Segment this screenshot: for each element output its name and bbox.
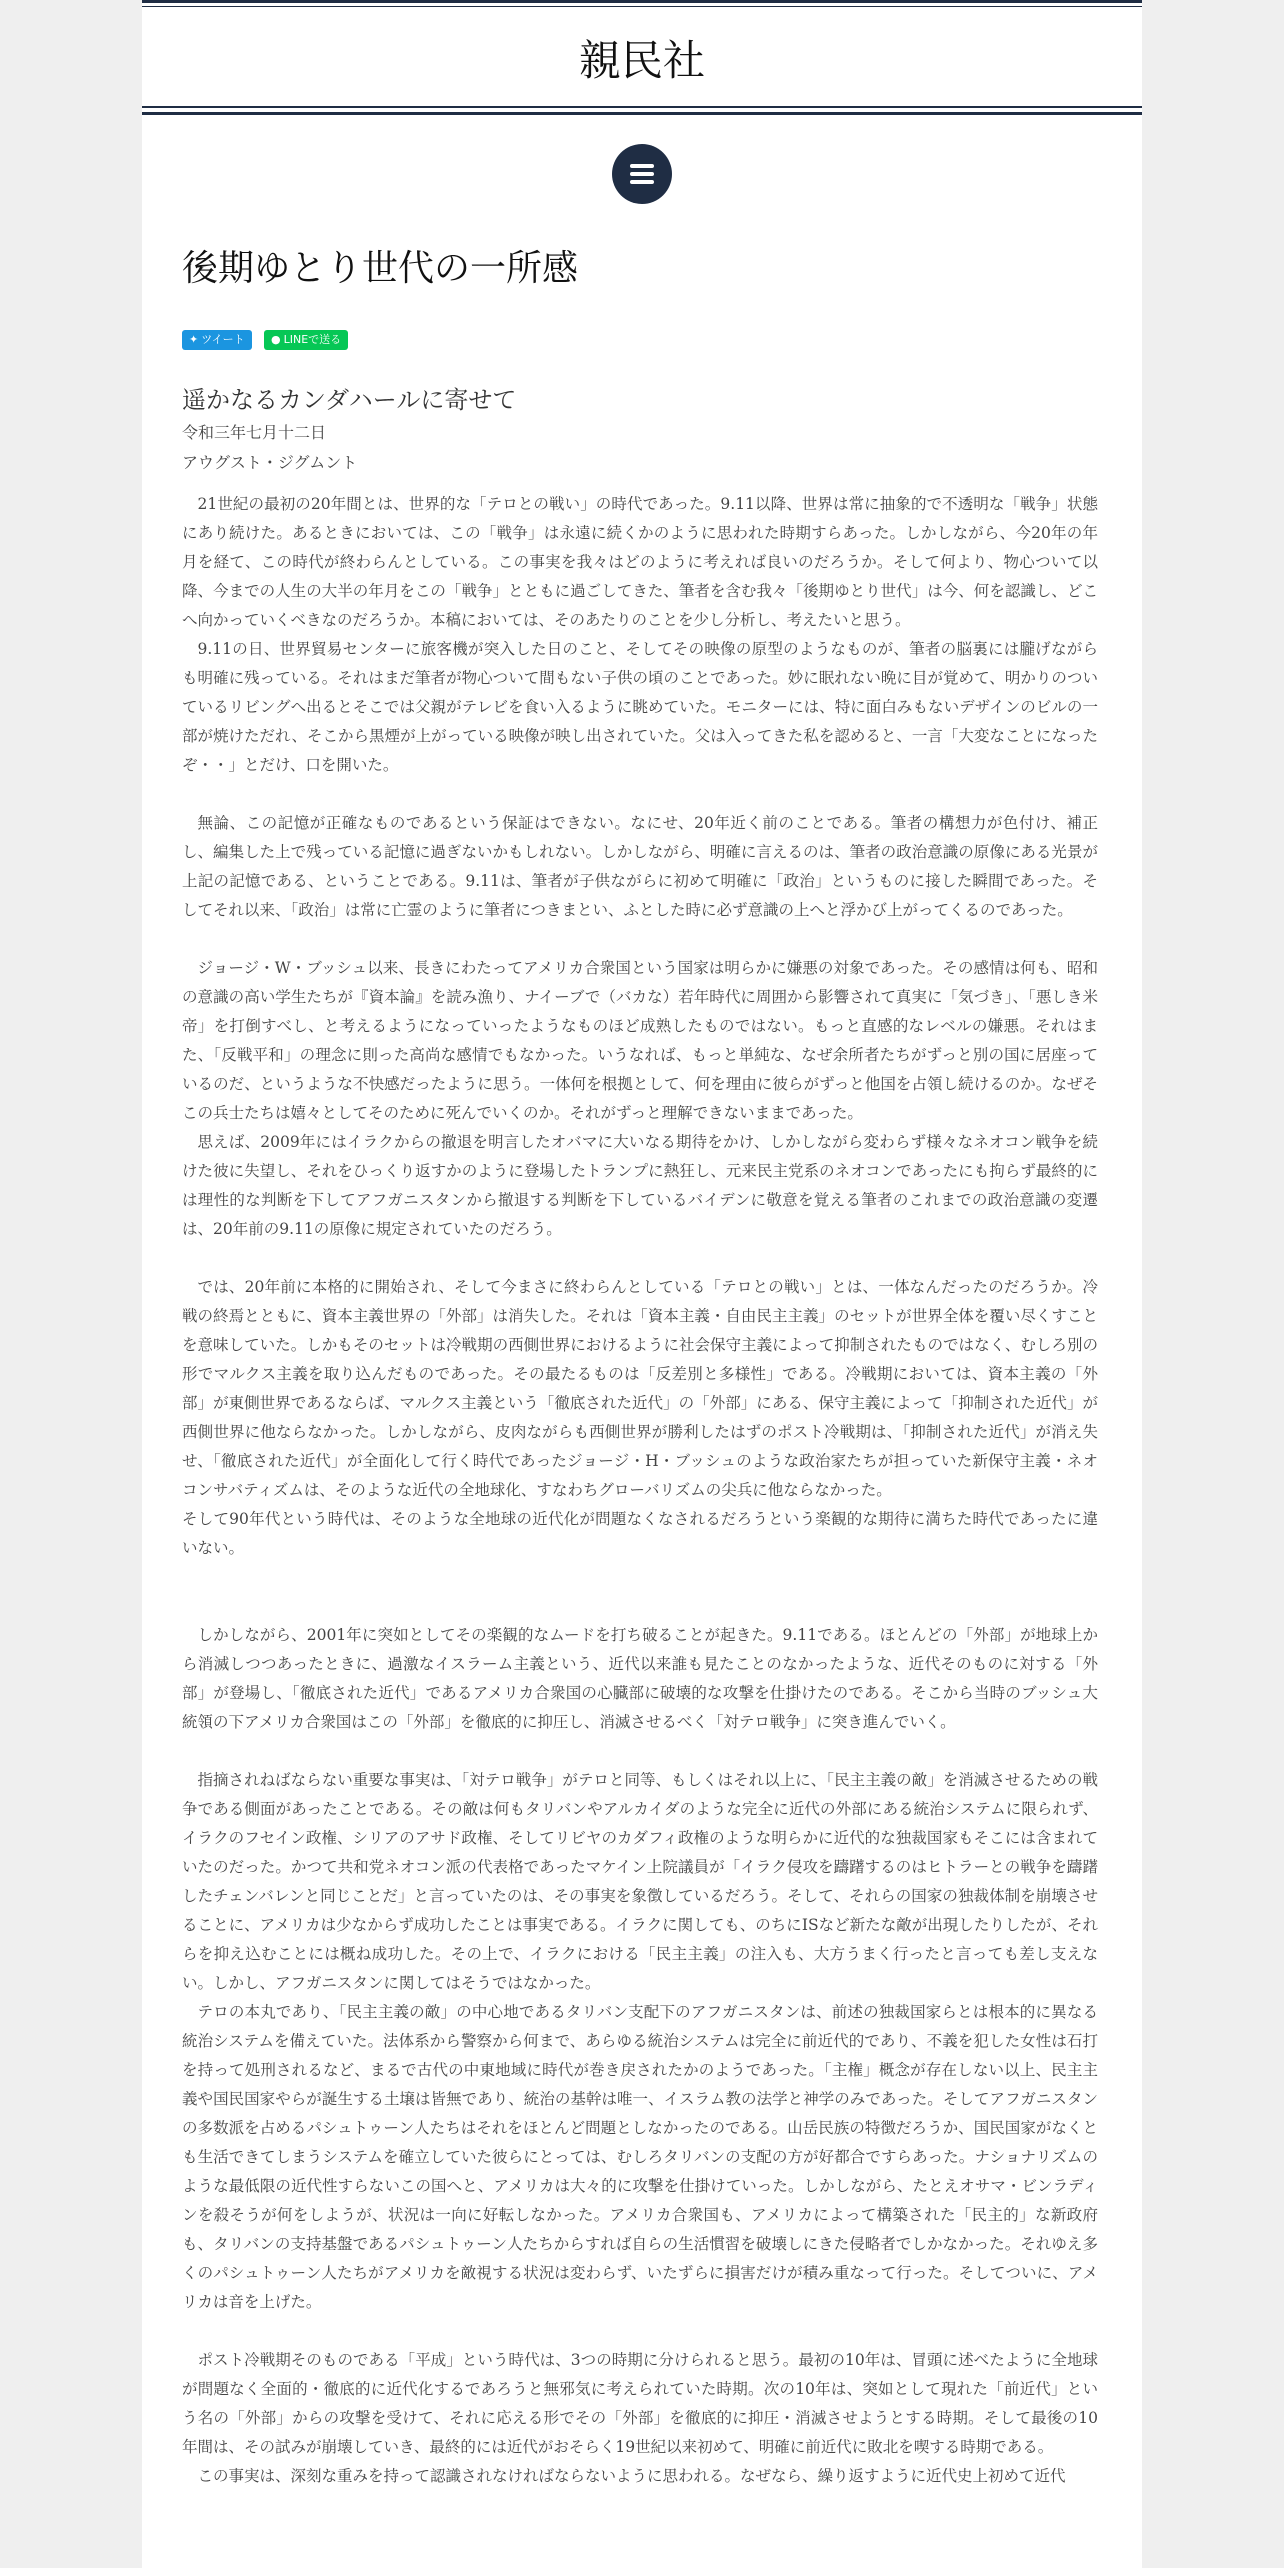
paragraph-gap xyxy=(182,925,1098,954)
tweet-label: ツイート xyxy=(201,333,245,346)
paragraph: 9.11の日、世界貿易センターに旅客機が突入した日のこと、そしてその映像の原型のようなものが、筆者の脳裏には朧げながらも明確に残っている。それはまだ筆者が物心ついて間もない子供の頃のことであった。妙に眠れない晩に目が覚めて、明かりのついているリビングへ出るとそこでは父親がテレビを食い入るように眺めていた。モニターには、特に面白みもないデザインのビルの一部が焼けただれ、そこから黒煙が上がっている映像が映し出されていた。父は入ってきた私を認めると、一言「大変なことになったぞ・・」とだけ、口を開いた。 xyxy=(182,640,1098,774)
paragraph-gap xyxy=(182,1563,1098,1621)
hamburger-icon xyxy=(630,180,654,184)
post-title: 後期ゆとり世代の一所感 xyxy=(182,248,579,289)
paragraph-gap xyxy=(182,2317,1098,2346)
paragraph-gap xyxy=(182,1244,1098,1273)
paragraph: そして90年代という時代は、そのような全地球の近代化が問題なくなされるだろうという楽観的な期待に満ちた時代であったに違いない。 xyxy=(182,1510,1098,1557)
paragraph: この事実は、深刻な重みを持って認識されなければならないように思われる。なぜなら、繰り返すように近代史上初めて近代 xyxy=(197,2467,1066,2485)
paragraph: 無論、この記憶が正確なものであるという保証はできない。なにせ、20年近く前のことである。筆者の構想力が色付け、補正し、編集した上で残っている記憶に過ぎないかもしれない。しかしながら、明確に言えるのは、筆者の政治意識の原像にある光景が上記の記憶である、ということである。9.11は、筆者が子供ながらに初めて明確に「政治」というものに接した瞬間であった。そしてそれ以来、「政治」は常に亡霊のように筆者につきまとい、ふとした時に必ず意識の上へと浮かび上がってくるのであった。 xyxy=(182,814,1098,919)
page-container xyxy=(142,0,1142,2568)
paragraph: 21世紀の最初の20年間とは、世界的な「テロとの戦い」の時代であった。9.11以降、世界は常に抽象的で不透明な「戦争」状態にあり続けた。あるときにおいては、この「戦争」は永遠に続くかのように思われた時期すらあった。しかしながら、今20年の年月を経て、この時代が終わらんとしている。この事実を我々はどのように考えれば良いのだろうか。そして何より、物心ついて以降、今までの人生の大半の年月をこの「戦争」とともに過ごしてきた、筆者を含む我々「後期ゆとり世代」は今、何を認識し、どこへ向かっていくべきなのだろうか。本稿においては、そのあたりのことを少し分析し、考えたいと思う。 xyxy=(182,495,1098,629)
header-rule-top xyxy=(142,0,1142,3)
hamburger-icon xyxy=(630,164,654,168)
paragraph: では、20年前に本格的に開始され、そして今まさに終わらんとしている「テロとの戦い」とは、一体なんだったのだろうか。冷戦の終焉とともに、資本主義世界の「外部」は消失した。それは「資本主義・自由民主主義」のセットが世界全体を覆い尽くすことを意味していた。しかもそのセットは冷戦期の西側世界におけるように社会保守主義によって抑制されたものではなく、むしろ別の形でマルクス主義を取り込んだものであった。その最たるものは「反差別と多様性」である。冷戦期においては、資本主義の「外部」が東側世界であるならば、マルクス主義という「徹底された近代」の「外部」にある、保守主義によって「抑制された近代」が西側世界に他ならなかった。しかしながら、皮肉ながらも西側世界が勝利したはずのポスト冷戦期は、「抑制された近代」が消え失せ、「徹底された近代」が全面化して行く時代であったジョージ・H・ブッシュのような政治家たちが担っていた新保守主義・ネオコンサバティズムは、そのような近代の全地球化、すなわちグローバリズムの尖兵に他ならなかった。 xyxy=(182,1278,1098,1499)
site-title[interactable]: 親民社 xyxy=(578,36,705,85)
paragraph: テロの本丸であり、「民主主義の敵」の中心地であるタリバン支配下のアフガニスタンは、前述の独裁国家らとは根本的に異なる統治システムを備えていた。法体系から警察から何まで、あらゆる統治システムは完全に前近代的であり、不義を犯した女性は石打を持って処刑されるなど、まるで古代の中東地域に時代が巻き戻されたかのようであった。「主権」概念が存在しない以上、民主主義や国民国家やらが誕生する土壌は皆無であり、統治の基幹は唯一、イスラム教の法学と神学のみであった。そしてアフガニスタンの多数派を占めるパシュトゥーン人たちはそれをほとんど問題としなかったのである。山岳民族の特徴だろうか、国民国家がなくとも生活できてしまうシステムを確立していた彼らにとっては、むしろタリバンの支配の方が好都合ですらあった。ナショナリズムのような最低限の近代性すらないこの国へと、アメリカは大々的に攻撃を仕掛けていった。しかしながら、たとえオサマ・ビンラディンを殺そうが何をしようが、状況は一向に好転しなかった。アメリカ合衆国も、アメリカによって構築された「民主的」な新政府も、タリバンの支持基盤であるパシュトゥーン人たちからすれば自らの生活慣習を破壊しにきた侵略者でしかなかった。それゆえ多くのパシュトゥーン人たちがアメリカを敵視する状況は変わらず、いたずらに損害だけが積み重なって行った。そしてついに、アメリカは音を上げた。 xyxy=(182,2003,1098,2311)
twitter-bird-icon: ✦ xyxy=(189,333,199,346)
paragraph: 指摘されねばならない重要な事実は、「対テロ戦争」がテロと同等、もしくはそれ以上に、「民主主義の敵」を消滅させるための戦争である側面があったことである。その敵は何もタリバンやアルカイダのような完全に近代の外部にある統治システムに限られず、イラクのフセイン政権、シリアのアサド政権、そしてリビヤのカダフィ政権のような明らかに近代的な独裁国家もそこには含まれていたのだった。かつて共和党ネオコン派の代表格であったマケイン上院議員が「イラク侵攻を躊躇するのはヒトラーとの戦争を躊躇したチェンバレンと同じことだ」と言っていたのは、その事実を象徴しているだろう。そして、それらの国家の独裁体制を崩壊させることに、アメリカは少なからず成功したことは事実である。イラクに関しても、のちにISなど新たな敵が出現したりしたが、それらを抑え込むことには概ね成功した。その上で、イラクにおける「民主主義」の注入も、大方うまく行ったと言っても差し支えない。しかし、アフガニスタンに関してはそうではなかった。 xyxy=(182,1771,1098,1992)
line-share-button[interactable] xyxy=(264,330,348,350)
paragraph: しかしながら、2001年に突如としてその楽観的なムードを打ち破ることが起きた。9.11である。ほとんどの「外部」が地球上から消滅しつつあったときに、過激なイスラーム主義という、近代以来誰も見たことのなかったような、近代そのものに対する「外部」が登場し、「徹底された近代」であるアメリカ合衆国の心臓部に破壊的な攻撃を仕掛けたのである。そこから当時のブッシュ大統領の下アメリカ合衆国はこの「外部」を徹底的に抑圧し、消滅させるべく「対テロ戦争」に突き進んでいく。 xyxy=(182,1626,1098,1731)
hamburger-icon xyxy=(630,172,654,176)
line-chat-icon: ● xyxy=(271,333,281,346)
header-rule-bottom xyxy=(142,112,1142,115)
header-rule-bottom-thin xyxy=(142,106,1142,108)
paragraph: ジョージ・W・ブッシュ以来、長きにわたってアメリカ合衆国という国家は明らかに嫌悪の対象であった。その感情は何も、昭和の意識の高い学生たちが『資本論』を読み漁り、ナイーブで（バカな）若年時代に周囲から影響されて真実に「気づき」、「悪しき米帝」を打倒すべし、と考えるようになっていったようなものほど成熟したものではない。もっと直感的なレベルの嫌悪。それはまた、「反戦平和」の理念に則った高尚な感情でもなかった。いうなれば、もっと単純な、なぜ余所者たちがずっと別の国に居座っているのだ、というような不快感だったように思う。一体何を根拠として、何を理由に彼らがずっと他国を占領し続けるのか。なぜそこの兵士たちは嬉々としてそのために死んでいくのか。それがずっと理解できないままであった。 xyxy=(182,959,1099,1122)
article-author: アウグスト・ジグムント xyxy=(182,453,358,472)
paragraph-gap xyxy=(182,1737,1098,1766)
article-subtitle: 遥かなるカンダハールに寄せて xyxy=(182,386,517,414)
header-rule-top-thin xyxy=(142,6,1142,7)
tweet-button[interactable] xyxy=(182,330,252,350)
paragraph-gap xyxy=(182,780,1098,809)
article-date: 令和三年七月十二日 xyxy=(182,423,327,442)
menu-button[interactable] xyxy=(612,144,672,204)
line-share-label: LINEで送る xyxy=(283,333,342,346)
article-body xyxy=(182,490,1098,2491)
paragraph: ポスト冷戦期そのものである「平成」という時代は、3つの時期に分けられると思う。最初の10年は、冒頭に述べたように全地球が問題なく全面的・徹底的に近代化するであろうと無邪気に考えられていた時期。次の10年は、突如として現れた「前近代」という名の「外部」からの攻撃を受けて、それに応える形でその「外部」を徹底的に抑圧・消滅させようとする時期。そして最後の10年間は、その試みが崩壊していき、最終的には近代がおそらく19世紀以来初めて、明確に前近代に敗北を喫する時期である。 xyxy=(182,2351,1098,2456)
paragraph: 思えば、2009年にはイラクからの撤退を明言したオバマに大いなる期待をかけ、しかしながら変わらず様々なネオコン戦争を続けた彼に失望し、それをひっくり返すかのように登場したトランプに熱狂し、元来民主党系のネオコンであったにも拘らず最終的には理性的な判断を下してアフガニスタンから撤退する判断を下しているバイデンに敬意を覚える筆者のこれまでの政治意識の変遷は、20年前の9.11の原像に規定されていたのだろう。 xyxy=(182,1133,1098,1238)
